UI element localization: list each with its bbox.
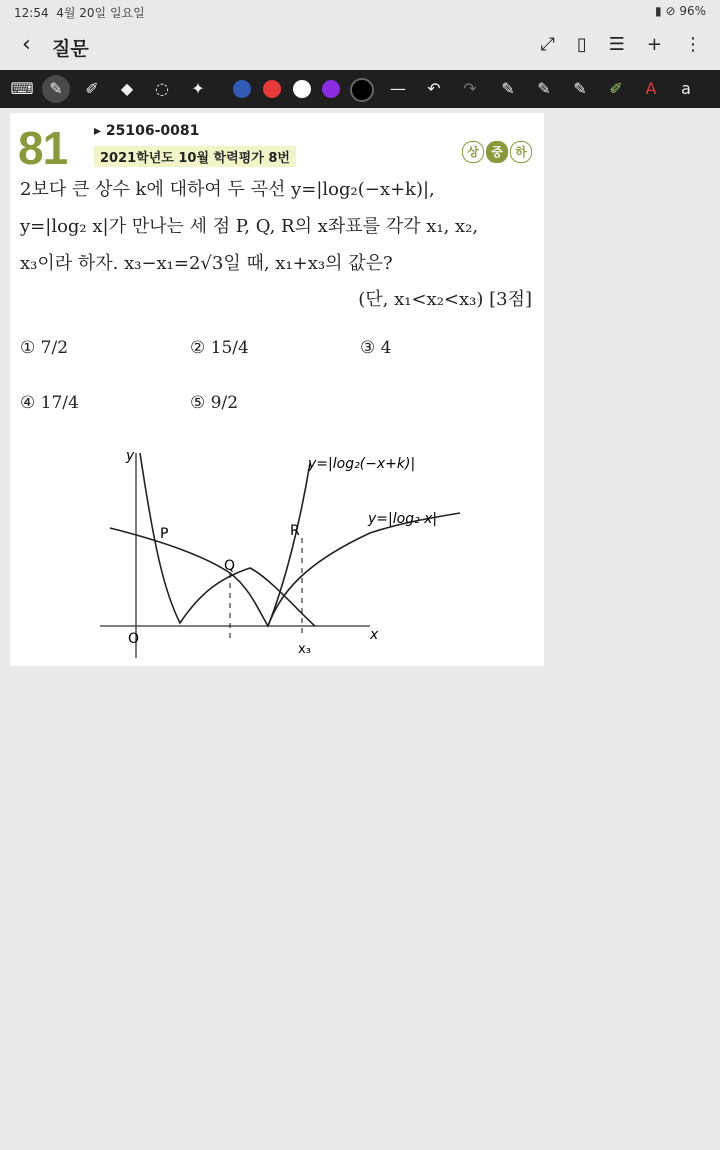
choice-5[interactable]: ⑤ 9/2 bbox=[190, 393, 239, 413]
difficulty-high: 상 bbox=[462, 141, 484, 163]
difficulty-mid: 중 bbox=[486, 141, 508, 163]
lasso-icon[interactable]: ◌ bbox=[155, 79, 169, 98]
point-p-label: P bbox=[160, 526, 169, 542]
color-purple[interactable] bbox=[322, 80, 340, 98]
pen-add-icon[interactable]: ✎ bbox=[573, 79, 587, 98]
stroke-width-icon[interactable]: — bbox=[390, 79, 406, 98]
origin-label: O bbox=[128, 631, 140, 647]
keyboard-icon[interactable]: ⌨ bbox=[10, 79, 34, 98]
problem-number: 81 bbox=[18, 122, 68, 174]
function-graph bbox=[100, 443, 540, 663]
color-red[interactable] bbox=[263, 80, 281, 98]
problem-text-line-2: y=|log₂ x|가 만나는 세 점 P, Q, R의 x좌표를 각각 x₁, x₂, bbox=[20, 216, 479, 237]
add-icon[interactable]: + bbox=[646, 34, 662, 55]
pen-icon[interactable]: ✎ bbox=[42, 75, 70, 103]
undo-icon[interactable]: ↶ bbox=[427, 79, 441, 98]
green-pen-icon[interactable]: ✐ bbox=[609, 79, 623, 98]
curve1-label: y=|log₂(−x+k)| bbox=[308, 456, 416, 472]
magic-icon[interactable]: ✦ bbox=[191, 79, 205, 98]
text-color-icon[interactable]: A bbox=[645, 79, 657, 98]
y-axis-label: y bbox=[126, 448, 135, 464]
more-icon[interactable]: ⋮ bbox=[684, 34, 702, 55]
color-blue[interactable] bbox=[233, 80, 251, 98]
page-title: 질문 bbox=[52, 38, 89, 60]
expand-icon[interactable]: ⤢ bbox=[540, 34, 555, 55]
book-icon[interactable]: ▯ bbox=[576, 34, 587, 55]
curve2-label: y=|log₂ x| bbox=[368, 511, 438, 527]
document-icon[interactable]: ☰ bbox=[608, 34, 625, 55]
problem-source: 2021학년도 10월 학력평가 8번 bbox=[94, 146, 296, 167]
drawing-toolbar bbox=[0, 70, 720, 108]
status-battery: ▮ ⊘ 96% bbox=[655, 4, 706, 18]
pen-settings-icon[interactable]: ✎ bbox=[537, 79, 551, 98]
difficulty-low: 하 bbox=[510, 141, 532, 163]
highlighter-icon[interactable]: ✐ bbox=[85, 79, 99, 98]
handwritten-note: x₃ bbox=[298, 642, 311, 657]
problem-text-line-3: x₃이라 하자. x₃−x₁=2√3일 때, x₁+x₃의 값은? bbox=[20, 253, 393, 274]
choice-1[interactable]: ① 7/2 bbox=[20, 338, 69, 358]
problem-text-line-1: 2보다 큰 상수 k에 대하여 두 곡선 y=|log₂(−x+k)|, bbox=[20, 179, 435, 200]
eraser-icon[interactable]: ◆ bbox=[120, 79, 134, 98]
choice-2[interactable]: ② 15/4 bbox=[190, 338, 249, 358]
color-white[interactable] bbox=[293, 80, 311, 98]
problem-card bbox=[10, 113, 544, 666]
shape-pen-icon[interactable]: ✎ bbox=[501, 79, 515, 98]
color-black[interactable] bbox=[350, 78, 374, 102]
difficulty-badges bbox=[462, 141, 532, 163]
choice-4[interactable]: ④ 17/4 bbox=[20, 393, 79, 413]
problem-text-line-4: (단, x₁<x₂<x₃) [3점] bbox=[358, 289, 532, 310]
back-button[interactable]: ‹ bbox=[22, 32, 31, 57]
status-time: 12:54 4월 20일 일요일 bbox=[14, 6, 145, 20]
redo-icon[interactable]: ↷ bbox=[463, 79, 477, 98]
status-bar bbox=[0, 0, 720, 24]
app-header bbox=[0, 24, 720, 68]
x-axis-label: x bbox=[370, 627, 379, 643]
problem-code: ▸ 25106-0081 bbox=[94, 123, 200, 139]
point-q-label: Q bbox=[224, 558, 236, 574]
point-r-label: R bbox=[290, 523, 300, 539]
text-format-icon[interactable]: a bbox=[681, 79, 691, 98]
choice-3[interactable]: ③ 4 bbox=[360, 338, 392, 358]
